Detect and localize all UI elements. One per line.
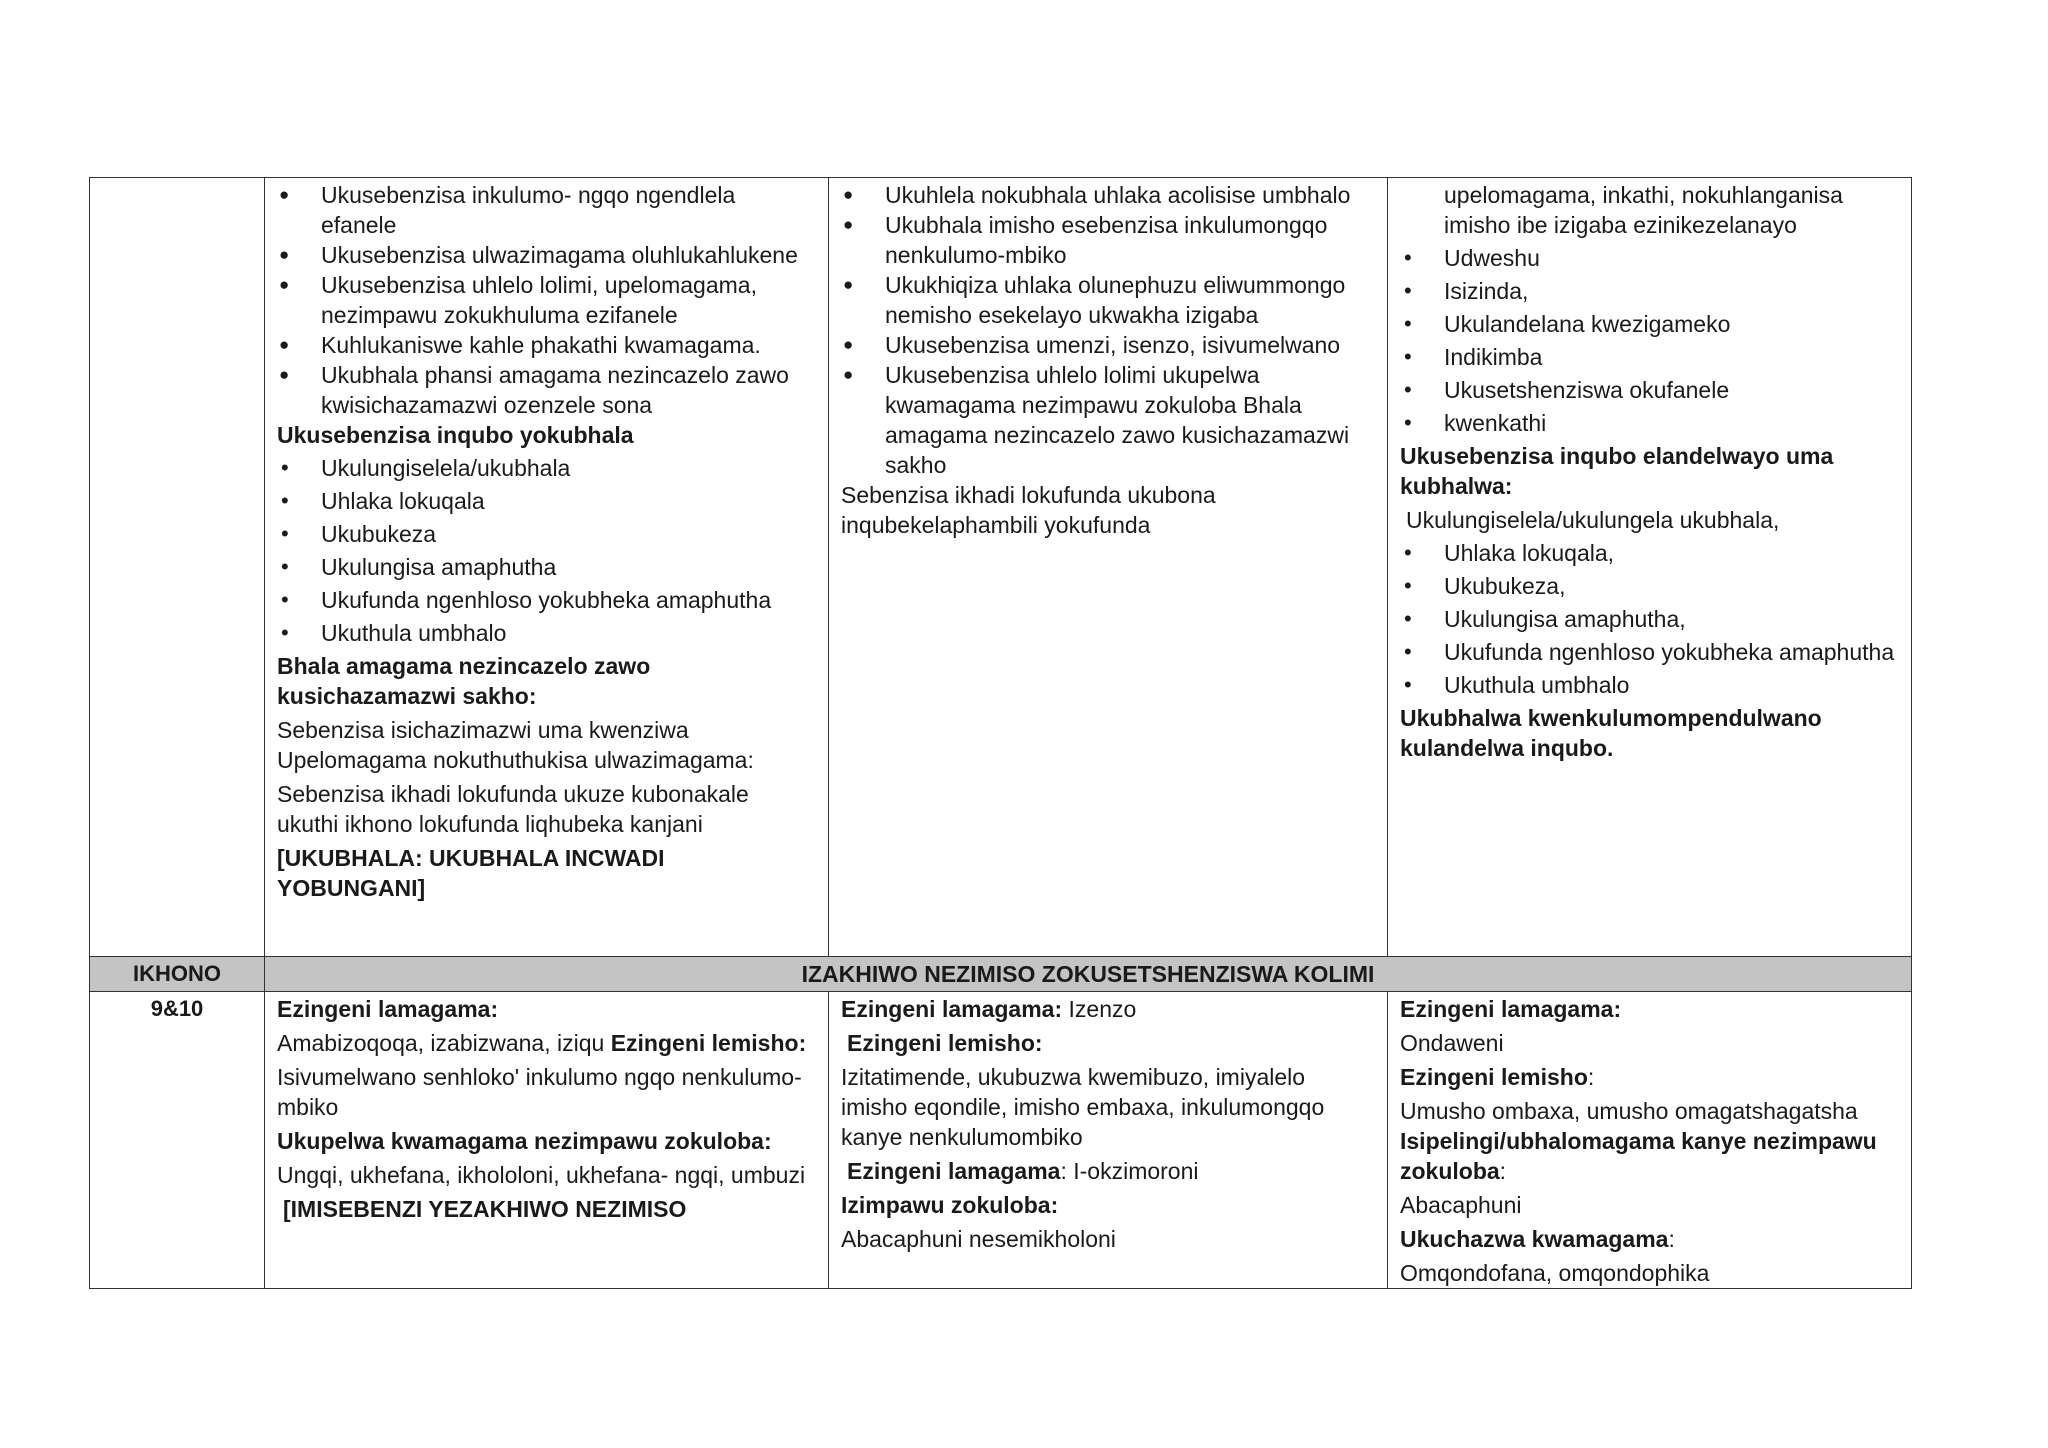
list-item: ● Ukubhala imisho esebenzisa inkulumongqo nenkulumo-mbiko — [841, 210, 1375, 270]
list-item: • Ukulungisa amaphutha — [277, 552, 816, 582]
list-item: • Indikimba — [1400, 342, 1899, 372]
list-item: • Ukusetshenziswa okufanele — [1400, 375, 1899, 405]
dialogue-heading: Ukubhalwa kwenkulumompendulwano kulandelwa inqubo. — [1400, 705, 1822, 761]
list-item: ● Ukusebenzisa uhlelo lolimi ukupelwa kwamagama nezimpawu zokuloba Bhala amagama nezincazelo zawo kusichazamazwi sakho — [841, 360, 1375, 480]
list-item: • Udweshu — [1400, 243, 1899, 273]
punctuation-text: Ungqi, ukhefana, ikhololoni, ukhefana- ngqi, umbuzi — [277, 1162, 806, 1188]
list-item: • Isizinda, — [1400, 276, 1899, 306]
reading-progress-text: Sebenzisa ikhadi lokufunda ukubona inqubekelaphambili yokufunda — [841, 482, 1216, 538]
sentence-level-text: Umusho ombaxa, umusho omagatshagatsha — [1400, 1098, 1858, 1124]
list-item: ● Ukuhlela nokubhala uhlaka acolisise umbhalo — [841, 180, 1375, 210]
drafting-skills-list — [841, 180, 1375, 480]
sentence-level-heading: Ezingeni lemisho: — [1400, 1064, 1595, 1090]
punctuation-heading: Ukupelwa kwamagama nezimpawu zokuloba: — [277, 1128, 772, 1154]
writing-skills-cell — [265, 178, 829, 957]
list-item: • Ukubukeza, — [1400, 571, 1899, 601]
writing-process-list — [277, 453, 816, 648]
writing-skills-list — [277, 180, 816, 420]
term-label: IKHONO — [90, 957, 265, 992]
drafting-skills-cell — [829, 178, 1388, 957]
dictionary-heading: Bhala amagama nezincazelo zawo kusichazamazwi sakho: — [277, 653, 651, 709]
sentence-level-heading: Ezingeni lemisho: — [847, 1030, 1043, 1056]
list-item: • Ukubukeza — [277, 519, 816, 549]
word-level-text: Ondaweni — [1400, 1030, 1504, 1056]
list-item: • kwenkathi — [1400, 408, 1899, 438]
preparation-text: Ukulungiselela/ukulungela ukubhala, — [1406, 507, 1780, 533]
dictionary-text: Sebenzisa isichazimazwi uma kwenziwa Upelomagama nokuthuthukisa ulwazimagama: — [277, 717, 754, 773]
list-item: • Ukulungisa amaphutha, — [1400, 604, 1899, 634]
list-item: ● Ukusebenzisa inkulumo- ngqo ngendlela efanele — [277, 180, 816, 240]
list-item: • Ukufunda ngenhloso yokubheka amaphutha — [277, 585, 816, 615]
list-item: ● Ukusebenzisa umenzi, isenzo, isivumelwano — [841, 330, 1375, 360]
list-item: ● Ukubhala phansi amagama nezincazelo zawo kwisichazamazwi ozenzele sona — [277, 360, 816, 420]
continued-text: upelomagama, inkathi, nokuhlanganisa imisho ibe izigaba ezinikezelanayo — [1444, 182, 1843, 238]
sentence-level-text: Isivumelwano senhloko' inkulumo ngqo nenkulumo- mbiko — [277, 1064, 802, 1120]
list-item: ● Kuhlukaniswe kahle phakathi kwamagama. — [277, 330, 816, 360]
table-row — [90, 957, 1912, 992]
list-item: • Ukuthula umbhalo — [277, 618, 816, 648]
section-title: IZAKHIWO NEZIMISO ZOKUSETSHENZISWA KOLIMI — [265, 957, 1912, 992]
word-level-text: Amabizoqoqa, izabizwana, iziqu Ezingeni lemisho: — [277, 1030, 807, 1056]
list-item: • Ukulungiselela/ukubhala — [277, 453, 816, 483]
word-level-line: Ezingeni lamagama: I-okzimoroni — [847, 1158, 1199, 1184]
list-item: • Ukuthula umbhalo — [1400, 670, 1899, 700]
term-cell-empty — [90, 178, 265, 957]
curriculum-table — [89, 177, 1912, 1289]
table-row — [90, 178, 1912, 957]
language-structures-cell — [829, 992, 1388, 1289]
narrative-skills-cell — [1388, 178, 1912, 957]
list-item: • Uhlaka lokuqala, — [1400, 538, 1899, 568]
term-number: 9&10 — [90, 992, 265, 1289]
meaning-text: Omqondofana, omqondophika — [1400, 1260, 1710, 1286]
writing-process-heading: Ukusebenzisa inqubo yokubhala — [277, 422, 634, 448]
word-level-heading: Ezingeni lamagama: — [277, 996, 499, 1022]
list-item: • Ukulandelana kwezigameko — [1400, 309, 1899, 339]
language-structures-cell — [265, 992, 829, 1289]
story-elements-list — [1400, 243, 1899, 438]
list-item: • Uhlaka lokuqala — [277, 486, 816, 516]
meaning-heading: Ukuchazwa kwamagama: — [1400, 1226, 1675, 1252]
writing-process-list — [1400, 538, 1899, 700]
word-level-line: Ezingeni lamagama: Izenzo — [841, 996, 1137, 1022]
reading-card-text: Sebenzisa ikhadi lokufunda ukuze kubonakale ukuthi ikhono lokufunda liqhubeka kanjani — [277, 781, 749, 837]
list-item: ● Ukusebenzisa ulwazimagama oluhlukahlukene — [277, 240, 816, 270]
exercise-heading: [IMISEBENZI YEZAKHIWO NEZIMISO — [283, 1196, 687, 1222]
punctuation-heading: Izimpawu zokuloba: — [841, 1192, 1059, 1218]
table-row — [90, 992, 1912, 1289]
spelling-text: Abacaphuni — [1400, 1192, 1522, 1218]
punctuation-text: Abacaphuni nesemikholoni — [841, 1226, 1116, 1252]
word-level-heading: Ezingeni lamagama: — [1400, 996, 1622, 1022]
writing-task-heading: [UKUBHALA: UKUBHALA INCWADI YOBUNGANI] — [277, 845, 665, 901]
writing-process-heading: Ukusebenzisa inqubo elandelwayo uma kubhalwa: — [1400, 443, 1834, 499]
language-structures-cell — [1388, 992, 1912, 1289]
sentence-level-text: Izitatimende, ukubuzwa kwemibuzo, imiyalelo imisho eqondile, imisho embaxa, inkulumongqo kanye nenkulumombiko — [841, 1064, 1325, 1150]
spelling-heading: Isipelingi/ubhalomagama kanye nezimpawu zokuloba: — [1400, 1128, 1877, 1184]
list-item: ● Ukukhiqiza uhlaka olunephuzu eliwummongo nemisho esekelayo ukwakha izigaba — [841, 270, 1375, 330]
list-item: • Ukufunda ngenhloso yokubheka amaphutha — [1400, 637, 1899, 667]
list-item: ● Ukusebenzisa uhlelo lolimi, upelomagama, nezimpawu zokukhuluma ezifanele — [277, 270, 816, 330]
